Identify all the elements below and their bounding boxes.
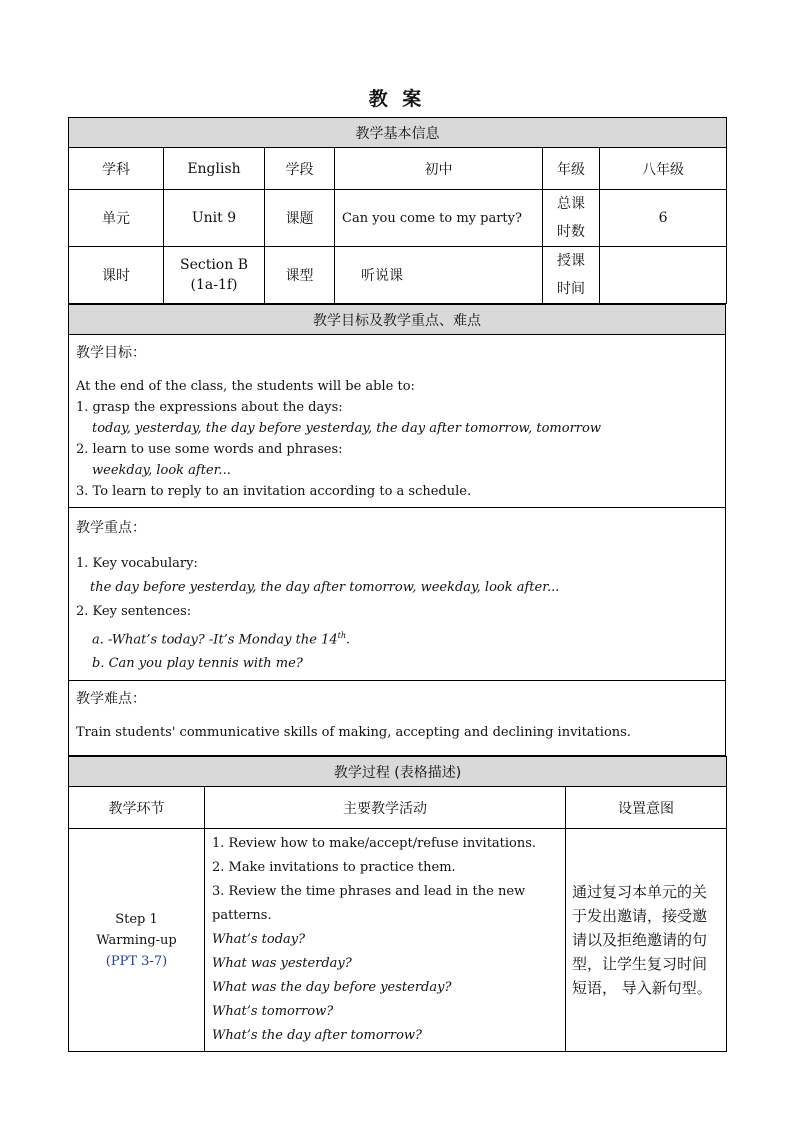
unit-label: 单元 [69, 190, 164, 247]
activity-line: 3. Review the time phrases and lead in the new [212, 884, 526, 900]
objective-item-3: 3. To learn to reply to an invitation according to a schedule. [76, 484, 472, 499]
question-line: What’s the day after tomorrow? [212, 1028, 422, 1044]
activity-line: patterns. [212, 908, 272, 924]
objectives-intro: At the end of the class, the students will be able to: [76, 379, 415, 394]
period-value [164, 247, 265, 304]
key-points [69, 508, 726, 681]
col-stage-header: 教学环节 [69, 787, 205, 829]
objectives-head: 教学目标： [76, 345, 146, 361]
col-intent-header: 设置意图 [566, 787, 727, 829]
key-sentence-a [76, 624, 718, 652]
teaching-objectives [69, 335, 726, 508]
stage-value: 初中 [335, 148, 543, 190]
total-periods-label [543, 190, 600, 247]
total-periods-value: 6 [600, 190, 727, 247]
key-sentence-b: b. Can you play tennis with me? [92, 656, 303, 672]
process-table [68, 756, 727, 1052]
period-line2: (1a-1f) [190, 277, 238, 293]
type-label: 课型 [265, 247, 335, 304]
objectives-table [68, 304, 726, 756]
stage-label: 学段 [265, 148, 335, 190]
type-value: 听说课 [335, 247, 543, 304]
objectives-heading: 教学目标及教学重点、难点 [69, 305, 726, 335]
step-cell [69, 829, 205, 1052]
document-title: 教 案 [368, 88, 426, 110]
activity-line: 1. Review how to make/accept/refuse invitations. [212, 836, 537, 852]
objective-item-2: 2. learn to use some words and phrases: [76, 442, 343, 457]
question-line: What was the day before yesterday? [212, 980, 452, 996]
time-label-line1: 授课 [557, 253, 585, 269]
difficulties-head: 教学难点： [76, 691, 146, 708]
subject-value: English [164, 148, 265, 190]
sentence-a-end: . [346, 632, 351, 648]
intent-cell: 通过复习本单元的关于发出邀请，接受邀请以及拒绝邀请的句型，让学生复习时间短语， 导入新句型。 [566, 829, 727, 1052]
key-point-1-detail: the day before yesterday, the day after tomorrow, weekday, look after... [90, 580, 560, 595]
class-time-value [600, 247, 727, 304]
basic-info-table [68, 117, 727, 304]
basic-info-heading: 教学基本信息 [69, 118, 727, 148]
lesson-plan [68, 117, 726, 1052]
unit-value: Unit 9 [164, 190, 265, 247]
grade-value: 八年级 [600, 148, 727, 190]
question-line: What’s today? [212, 932, 306, 948]
activities-cell [205, 829, 566, 1052]
total-label-line2: 时数 [557, 224, 585, 240]
key-point-1: 1. Key vocabulary: [76, 556, 198, 571]
sentence-a-text: a. -What’s today? -It’s Monday the 14 [92, 632, 338, 648]
class-time-label [543, 247, 600, 304]
step-name: Step 1 [115, 911, 158, 927]
subject-label: 学科 [69, 148, 164, 190]
period-label: 课时 [69, 247, 164, 304]
time-label-line2: 时间 [557, 281, 585, 297]
step-ppt-ref: (PPT 3-7) [105, 953, 168, 969]
total-label-line1: 总课 [557, 196, 585, 212]
step-subtitle: Warming-up [96, 932, 177, 948]
question-line: What’s tomorrow? [212, 1004, 334, 1020]
objective-item-1-detail: today, yesterday, the day before yesterday, the day after tomorrow, tomorrow [92, 421, 601, 436]
objective-item-2-detail: weekday, look after... [92, 463, 231, 478]
question-line: What was yesterday? [212, 956, 352, 972]
grade-label: 年级 [543, 148, 600, 190]
topic-label: 课题 [265, 190, 335, 247]
topic-value: Can you come to my party? [335, 190, 543, 247]
difficulties-text: Train students' communicative skills of making, accepting and declining invitations. [76, 725, 631, 741]
process-heading: 教学过程 (表格描述) [69, 757, 727, 787]
sentence-a-sup: th [337, 631, 346, 640]
key-points-head: 教学重点： [76, 520, 146, 536]
key-point-2: 2. Key sentences: [76, 604, 192, 619]
difficulties [69, 681, 726, 756]
activity-line: 2. Make invitations to practice them. [212, 860, 456, 876]
objective-item-1: 1. grasp the expressions about the days: [76, 400, 343, 415]
period-line1: Section B [179, 257, 248, 273]
col-activity-header: 主要教学活动 [205, 787, 566, 829]
